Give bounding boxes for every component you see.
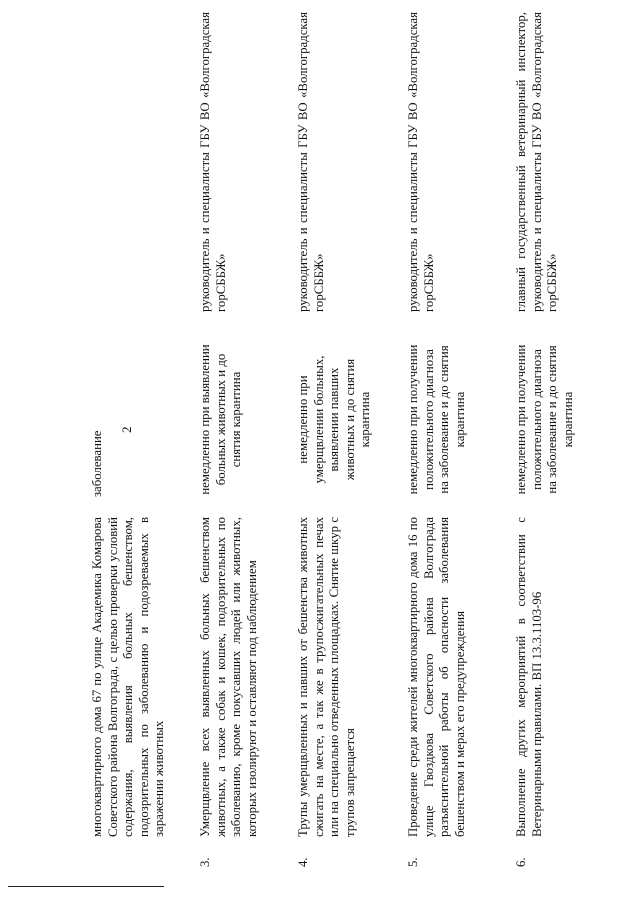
measure-row [406, 12, 514, 867]
measure-responsible: руководитель и специалисты ГБУ ВО «Волгоградская горСББЖ» [198, 12, 228, 312]
measure-responsible: руководитель и специалисты ГБУ ВО «Волгоградская горСББЖ» [406, 12, 436, 312]
measure-number: 3. [198, 857, 212, 867]
measure-text: Трупы умерщвленных и павших от бешенства животных сжигать на месте, а так же в трупосжигательных печах или на специально отведенных площадках. Снятие шкур с трупов запрещается [296, 517, 357, 837]
measure-text: многоквартирного дома 67 по улице Академика Комарова Советского района Волгограда, с целью проверки условий содержания, выявления больных бешенством, подозрительных по заболеванию и подозреваемых в заражении животных [90, 517, 167, 837]
measure-number [90, 837, 198, 867]
measure-text: Выполнение других мероприятий в соответствии с Ветеринарными правилами. ВП 13.3.1103-96 [514, 517, 544, 837]
measure-number: 4. [296, 857, 310, 867]
measure-responsible: руководитель и специалисты ГБУ ВО «Волгоградская горСББЖ» [296, 12, 326, 312]
measure-responsible: главный государственный ветеринарный инспектор, руководитель и специалисты ГБУ ВО «Волгоградская горСББЖ» [514, 12, 560, 312]
measures-table [90, 12, 589, 867]
footnote-rule [8, 886, 164, 887]
measure-row [296, 12, 406, 867]
page-number: 2 [119, 426, 134, 433]
measure-row [198, 12, 296, 867]
measure-deadline: немедленно при получении положительного диагноза на заболевание и до снятия карантина [514, 344, 575, 495]
measure-deadline: немедленно при получении положительного диагноза на заболевание и до снятия карантина [406, 344, 467, 495]
measure-responsible [90, 12, 198, 342]
measure-deadline: немедленно при умерщвлении больных, выявлении павших животных и до снятия карантина [296, 355, 373, 484]
measure-text: Умерщвление всех выявленных больных бешенством животных, а также собак и кошек, подозрительных по заболеванию, кроме покусавших людей или животных, которых изолируют и оставляют под наблюдением [198, 517, 259, 837]
measure-text: Проведение среди жителей многоквартирного дома 16 по улице Гвоздкова Советского района Волгограда разъяснительной работы об опасности заболевания бешенством и мерах его предупреждения [406, 517, 467, 837]
measures-table-container [90, 12, 630, 867]
measure-row [90, 12, 198, 867]
measure-deadline: заболевание [90, 430, 104, 497]
measure-row [514, 12, 589, 867]
measure-number: 5. [406, 857, 420, 867]
measure-deadline: немедленно при выявлении больных животных и до снятия карантина [198, 344, 244, 495]
measure-number: 6. [514, 857, 528, 867]
